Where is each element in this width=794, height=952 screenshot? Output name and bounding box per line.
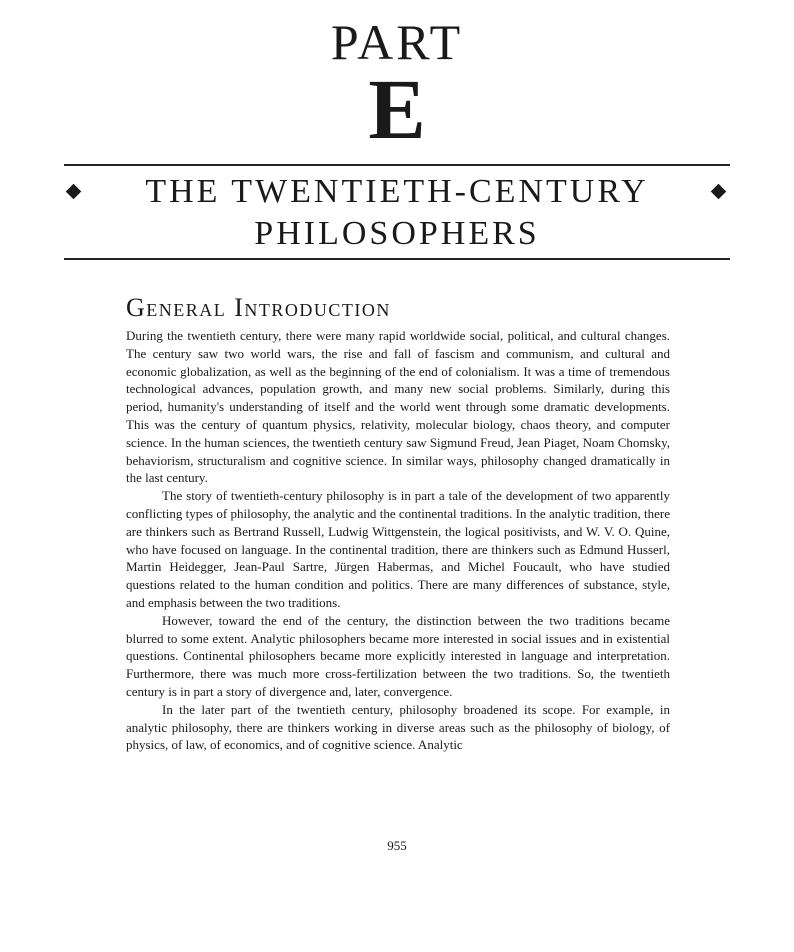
section-heading: General Introduction bbox=[126, 293, 391, 322]
part-title-line-2: PHILOSOPHERS bbox=[254, 215, 540, 252]
title-rule-bottom bbox=[64, 258, 730, 260]
title-rule-top bbox=[64, 164, 730, 166]
paragraph: During the twentieth century, there were many rapid worldwide social, political, and cultural changes. The century saw two world wars, the rise and fall of fascism and communism, and cultural and economic globalization, as well as the beginning of the end of colonialism. It was a time of tremendous technological advances, population growth, and many new social problems. Similarly, during this period, humanity's understanding of itself and the world went through some dramatic developments. This was the century of quantum physics, relativity, molecular biology, chaos theory, and computer science. In the human sciences, the twentieth century saw Sigmund Freud, Jean Piaget, Noam Chomsky, behaviorism, structuralism and cognitive science. In similar ways, philosophy changed dramatically in the last century. bbox=[126, 328, 670, 486]
paragraph: In the later part of the twentieth century, philosophy broadened its scope. For example, in analytic philosophy, there are thinkers working in diverse areas such as the philosophy of biology, of physics, of law, of economics, and of cognitive science. Analytic bbox=[126, 701, 670, 753]
paragraph: However, toward the end of the century, the distinction between the two traditions became blurred to some extent. Analytic philosophers became more interested in social issues and in existential questions. Continental philosophers became more explicitly interested in language and interpretation. Furthermore, there was much more cross-fertilization between the two traditions. So, the twentieth century is in part a story of divergence and, later, convergence. bbox=[126, 612, 670, 699]
part-letter: E bbox=[368, 61, 426, 157]
part-title-line-1: THE TWENTIETH-CENTURY bbox=[145, 173, 649, 210]
body-text bbox=[126, 327, 670, 754]
part-label: PART bbox=[330, 14, 464, 70]
paragraph: The story of twentieth-century philosophy is in part a tale of the development of two apparently conflicting types of philosophy, the analytic and the continental traditions. In the analytic tradition, there are thinkers such as Bertrand Russell, Ludwig Wittgenstein, the logical positivists, and W. V. O. Quine, who have focused on language. In the continental tradition, there are thinkers such as Edmund Husserl, Martin Heidegger, Jean-Paul Sartre, Jürgen Habermas, and Michel Foucault, who have studied questions related to the human condition and politics. There are many differences of substance, style, and emphasis between the two traditions. bbox=[126, 488, 670, 610]
page-number: 955 bbox=[387, 838, 407, 853]
